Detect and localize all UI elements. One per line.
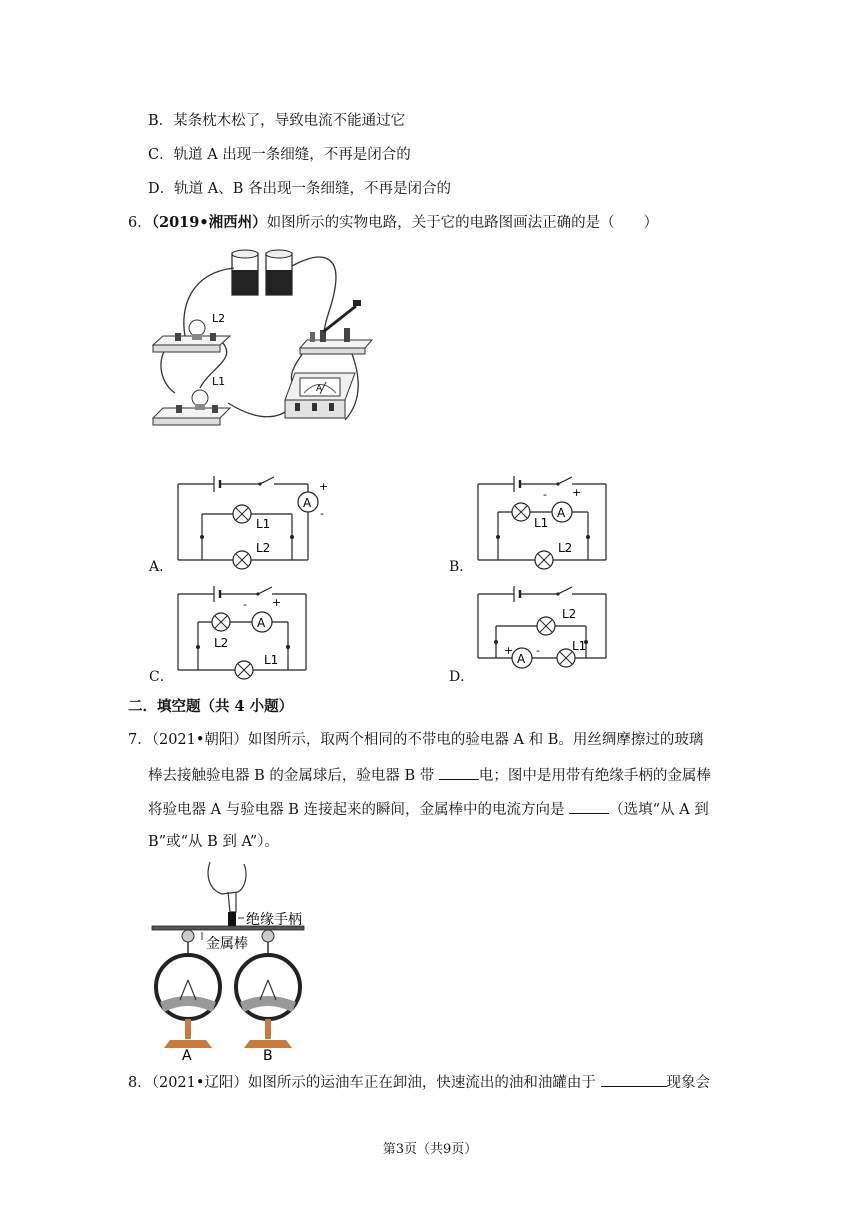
lamp-top-label: L1 [256,517,271,531]
section-title: 二．填空题（共 4 小题） [128,698,294,715]
lamp-bottom-label: L1 [572,639,587,653]
q7-text: 电；图中是用带有绝缘手柄的金属棒 [478,768,711,784]
lamp-icon [233,505,251,523]
lamp-icon [535,551,553,569]
electroscope-b-label: B [263,1048,273,1064]
minus-sign: - [243,598,247,611]
ammeter-symbol: A [257,616,266,630]
photo-meter-label: A [316,384,323,394]
rod-label: 金属棒 [206,936,248,952]
lamp-icon [537,617,555,635]
lamp-icon [512,503,530,521]
lamp-top-label: L2 [562,607,577,621]
ammeter-symbol: A [303,496,312,510]
ammeter-symbol: A [557,506,566,520]
q6-option-b-label: B． [449,559,474,575]
ammeter-symbol: A [517,652,526,666]
q7-electroscope-figure [150,862,320,1062]
q6-option-d-diagram [476,586,616,678]
q5-option-c: C．轨道 A 出现一条细缝，不再是闭合的 [148,147,411,163]
minus-sign: - [536,644,540,657]
plus-sign: + [319,480,329,493]
q6-source: （2019•湘西州） [151,214,267,231]
lamp-bottom-label: L1 [264,653,279,667]
q6-question: 如图所示的实物电路，关于它的电路图画法正确的是（ ） [266,215,659,231]
q6-number: 6． [128,215,152,231]
lamp-icon [235,661,253,679]
lamp-bottom-label: L2 [256,541,271,555]
ammeter-device-icon [285,373,355,418]
answer-blank[interactable] [439,765,479,780]
q6-option-a-label: A． [149,559,174,575]
q8-line-1 [128,1072,710,1093]
hand-icon [208,862,246,926]
q7-text: 棒去接触验电器 B 的金属球后，验电器 B 带 [148,768,439,784]
plus-sign: + [572,486,582,499]
handle-label: 绝缘手柄 [246,912,302,928]
q6-option-c-diagram [176,586,316,678]
lamp-bottom-label: L2 [558,541,573,555]
plus-sign: + [272,596,282,609]
q7-line-3 [148,799,709,820]
electroscope-a-label: A [182,1048,192,1064]
q6-option-c-label: C． [149,669,174,685]
q7-text: （选填“从 A 到 [609,802,709,818]
q6-option-a-diagram [176,476,336,568]
q8-text: 现象会 [666,1075,711,1091]
battery-icon [232,250,292,295]
knife-switch-icon [300,300,372,354]
lamp-top-label: L2 [214,636,229,650]
q5-option-d: D．轨道 A、B 各出现一条细缝，不再是闭合的 [148,181,451,197]
lamp-top-label: L1 [534,516,549,530]
q6-stem [128,213,658,233]
q7-text: 将验电器 A 与验电器 B 连接起来的瞬间，金属棒中的电流方向是 [148,802,570,818]
page-footer: 第3页（共9页） [382,1142,478,1157]
q6-option-d-label: D． [449,669,475,685]
q5-option-b: B．某条枕木松了，导致电流不能通过它 [148,113,406,129]
q7-line-1: 7．（2021•朝阳）如图所示，取两个相同的不带电的验电器 A 和 B。用丝绸摩擦过的玻璃 [128,732,704,748]
lamp-icon [233,551,251,569]
q6-physical-circuit-figure [150,248,382,436]
photo-lamp-bottom-label: L1 [212,375,226,388]
answer-blank[interactable] [569,799,609,814]
q8-text: 8．（2021•辽阳）如图所示的运油车正在卸油，快速流出的油和油罐由于 [128,1075,601,1091]
q6-option-b-diagram [476,476,616,568]
plus-sign: + [504,644,514,657]
minus-sign: - [543,488,547,501]
photo-lamp-top-label: L2 [212,312,226,325]
q7-line-2 [148,765,711,786]
minus-sign: - [320,507,324,520]
answer-blank[interactable] [601,1072,667,1087]
lamp-icon [212,613,230,631]
q7-line-4: B”或“从 B 到 A”）。 [148,834,279,850]
